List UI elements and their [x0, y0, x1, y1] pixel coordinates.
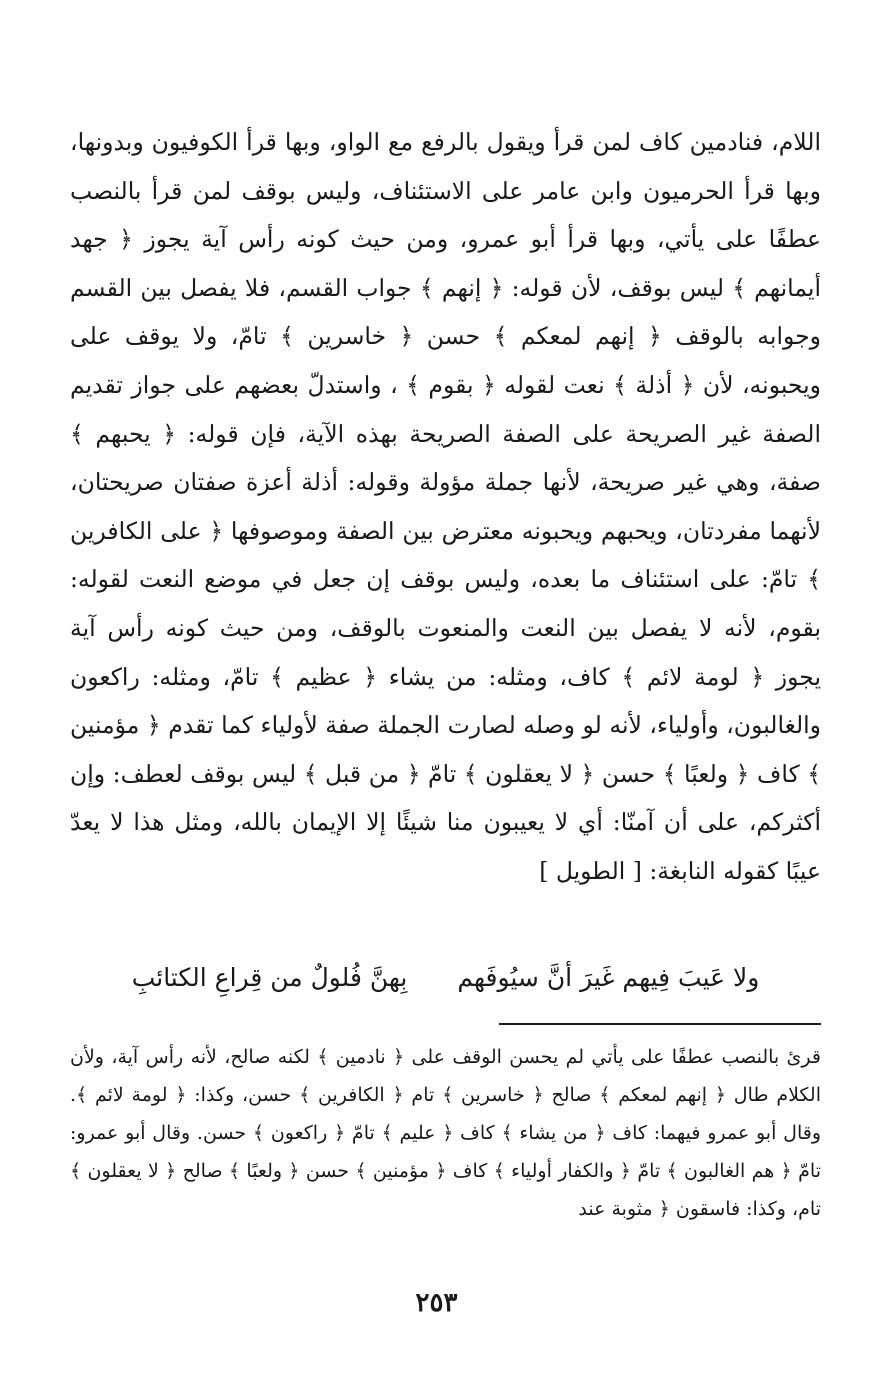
page-number: ٢٥٣: [415, 1288, 458, 1318]
main-text: [70, 118, 821, 896]
verse-second-hemistich: بِهنَّ فُلولٌ من قِراعِ الكتائبِ: [131, 963, 408, 992]
footnote-text: قرئ بالنصب عطفًا على يأتي لم يحسن الوقف على ﴿ نادمين ﴾ لكنه صالح، لأنه رأس آية، ولأن الكلام طال ﴿ إنهم لمعكم ﴾ صالح ﴿ خاسرين ﴾ تام ﴿ الكافرين ﴾ حسن، وكذا: ﴿ لومة لائم ﴾. وقال أبو عمرو فيهما: كاف ﴿ من يشاء ﴾ كاف ﴿ عليم ﴾ تامّ ﴿ راكعون ﴾ حسن. وقال أبو عمرو: تامّ ﴿ هم الغالبون ﴾ تامّ ﴿ والكفار أولياء ﴾ كاف ﴿ مؤمنين ﴾ حسن ﴿ ولعبًا ﴾ صالح ﴿ لا يعقلون ﴾ تام، وكذا: فاسقون ﴿ مثوبة عند: [70, 1046, 821, 1220]
footnote: [70, 1038, 821, 1228]
poetry-verse: [70, 958, 821, 998]
verse-first-hemistich: ولا عَيبَ فِيهم غَيرَ أنَّ سيُوفَهم: [457, 963, 760, 992]
footnote-separator: [499, 1023, 821, 1025]
main-paragraph: اللام، فنادمين كاف لمن قرأ ويقول بالرفع مع الواو، وبها قرأ الكوفيون وبدونها، وبها قرأ الحرميون وابن عامر على الاستئناف، وليس بوقف لمن قرأ بالنصب عطفًا على يأتي، وبها قرأ أبو عمرو، ومن حيث كونه رأس آية يجوز ﴿ جهد أيمانهم ﴾ ليس بوقف، لأن قوله: ﴿ إنهم ﴾ جواب القسم، فلا يفصل بين القسم وجوابه بالوقف ﴿ إنهم لمعكم ﴾ حسن ﴿ خاسرين ﴾ تامّ، ولا يوقف على ويحبونه، لأن ﴿ أذلة ﴾ نعت لقوله ﴿ بقوم ﴾ ، واستدلّ بعضهم على جواز تقديم الصفة غير الصريحة على الصفة الصريحة بهذه الآية، فإن قوله: ﴿ يحبهم ﴾ صفة، وهي غير صريحة، لأنها جملة مؤولة وقوله: أذلة أعزة صفتان صريحتان، لأنهما مفردتان، ويحبهم ويحبونه معترض بين الصفة وموصوفها ﴿ على الكافرين ﴾ تامّ: على استئناف ما بعده، وليس بوقف إن جعل في موضع النعت لقوله: بقوم، لأنه لا يفصل بين النعت والمنعوت بالوقف، ومن حيث كونه رأس آية يجوز ﴿ لومة لائم ﴾ كاف، ومثله: من يشاء ﴿ عظيم ﴾ تامّ، ومثله: راكعون والغالبون، وأولياء، لأنه لو وصله لصارت الجملة صفة لأولياء كما تقدم ﴿ مؤمنين ﴾ كاف ﴿ ولعبًا ﴾ حسن ﴿ لا يعقلون ﴾ تامّ ﴿ من قبل ﴾ ليس بوقف لعطف: وإن أكثركم، على أن آمنّا: أي لا يعيبون منا شيئًا إلا الإيمان بالله، ومثل هذا لا يعدّ عيبًا كقوله النابغة: [ الطويل ]: [70, 128, 821, 885]
